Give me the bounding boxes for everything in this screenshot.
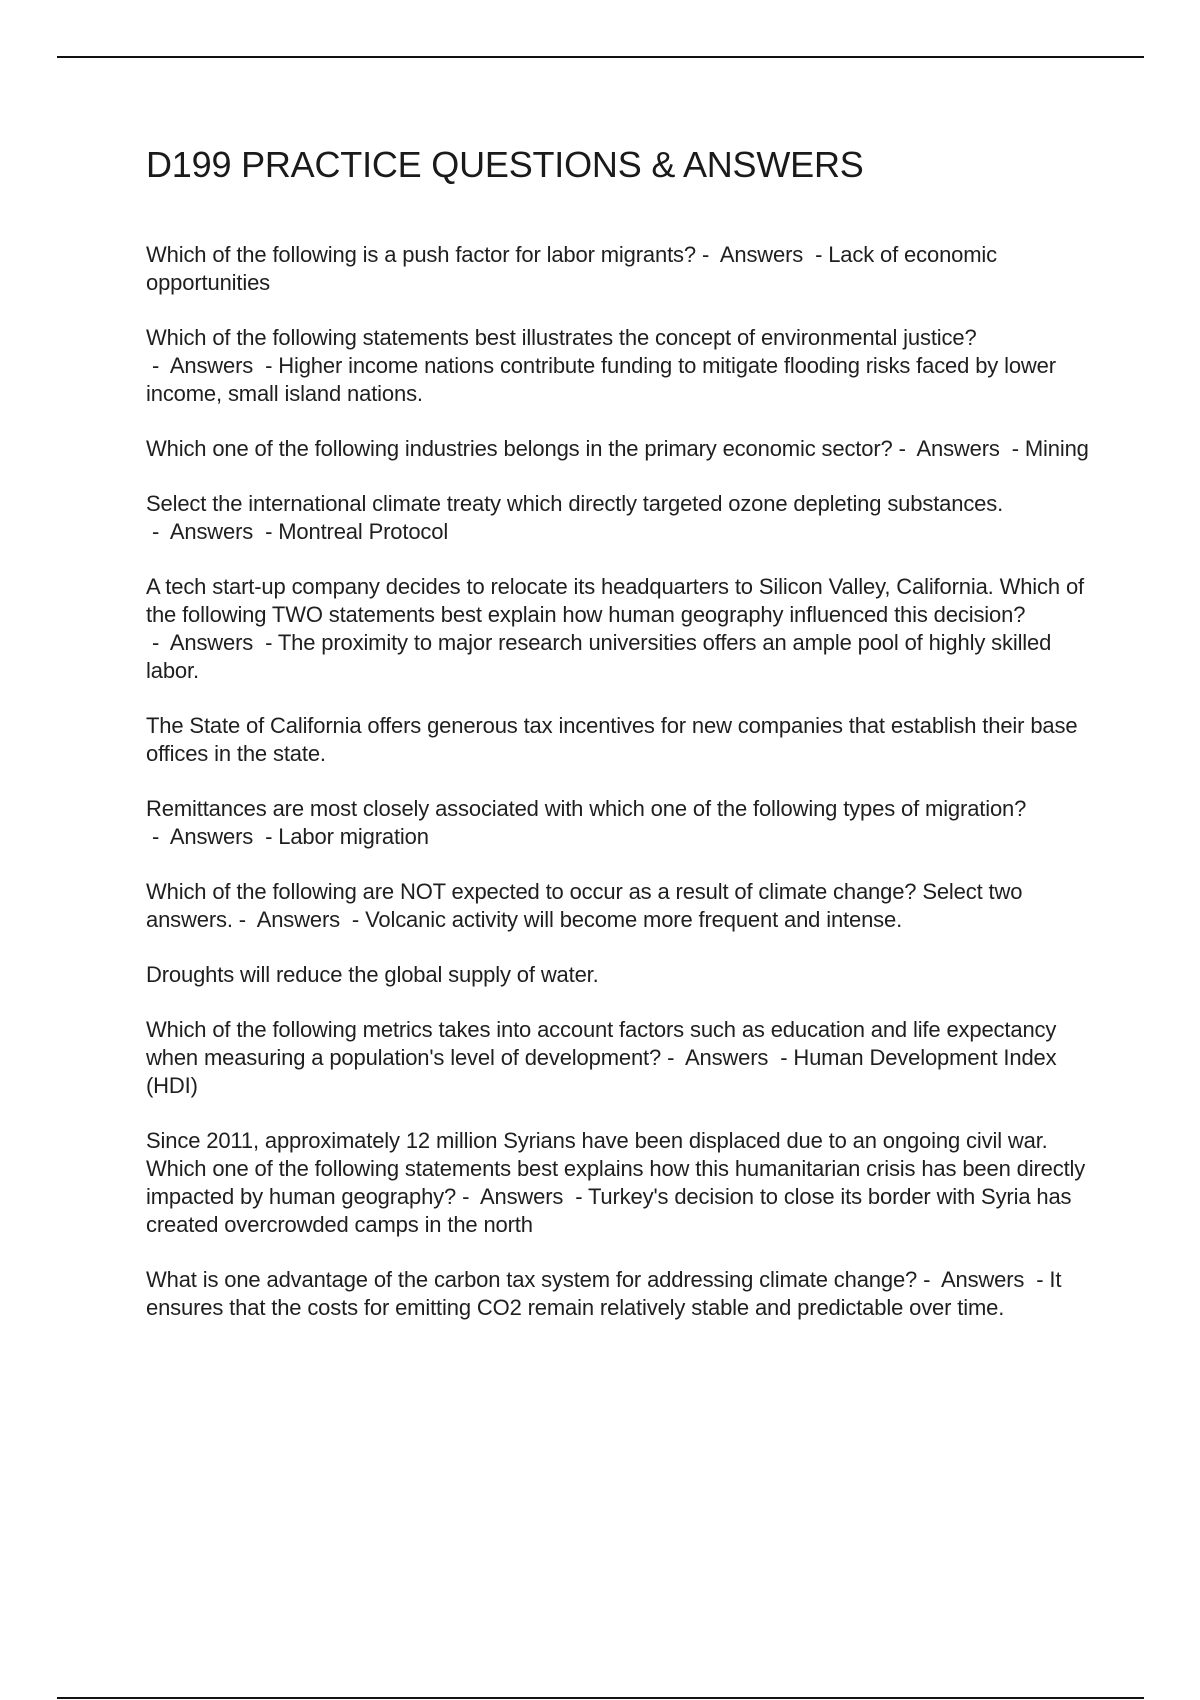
answer-separator: - Answers - [232, 907, 366, 932]
answer-separator: - Answers - [146, 630, 278, 655]
question-text: Which one of the following industries belongs in the primary economic sector? [146, 436, 893, 461]
qa-item [146, 241, 1096, 297]
answer-separator: - Answers - [146, 824, 279, 849]
qa-item [146, 490, 1096, 546]
answer-separator: - Answers - [456, 1184, 588, 1209]
question-text: Which of the following are NOT expected to occur as a result of climate change? Select two answers. [146, 879, 1023, 932]
qa-item [146, 795, 1096, 851]
answer-continuation: Droughts will reduce the global supply of water. [146, 962, 599, 987]
answer-text: It ensures that the costs for emitting CO2 remain relatively stable and predictable over time. [146, 1267, 1062, 1320]
answer-text: Montreal Protocol [278, 519, 449, 544]
qa-item [146, 712, 1096, 768]
answer-separator: - Answers - [146, 353, 279, 378]
qa-item [146, 324, 1096, 408]
answer-separator: - Answers - [917, 1267, 1050, 1292]
question-text: Since 2011, approximately 12 million Syrians have been displaced due to an ongoing civil war. Which one of the following statements best explains how this humanitarian crisis has been directly impacted by human geography? [146, 1128, 1086, 1209]
answer-separator: - Answers - [661, 1045, 794, 1070]
qa-item [146, 1016, 1096, 1100]
qa-paragraph [146, 241, 1096, 297]
answer-separator: - Answers - [146, 519, 279, 544]
bottom-rule [57, 1697, 1144, 1699]
answer-text: Turkey's decision to close its border with Syria has created overcrowded camps in the north [146, 1184, 1072, 1237]
answer-text: Mining [1024, 436, 1089, 461]
question-answer-list [146, 241, 1096, 1349]
qa-item [146, 878, 1096, 934]
answer-text: Human Development Index (HDI) [146, 1045, 1057, 1098]
qa-paragraph [146, 878, 1096, 934]
answer-text: Volcanic activity will become more frequent and intense. [365, 907, 903, 932]
qa-paragraph [146, 573, 1096, 685]
answer-text: Labor migration [278, 824, 429, 849]
question-text: What is one advantage of the carbon tax system for addressing climate change? [146, 1267, 918, 1292]
answer-text: Lack of economic opportunities [146, 242, 998, 295]
question-text: Which of the following statements best illustrates the concept of environmental justice? [146, 325, 977, 350]
qa-paragraph [146, 1266, 1096, 1322]
qa-paragraph [146, 435, 1096, 463]
question-text: Select the international climate treaty which directly targeted ozone depleting substances. [146, 491, 1004, 516]
answer-text: The proximity to major research universities offers an ample pool of highly skilled labor. [146, 630, 1052, 683]
qa-item [146, 1266, 1096, 1322]
qa-paragraph [146, 1016, 1096, 1100]
question-text: Which of the following is a push factor for labor migrants? [146, 242, 696, 267]
answer-text: Higher income nations contribute funding to mitigate flooding risks faced by lower income, small island nations. [146, 353, 1056, 406]
answer-continuation: The State of California offers generous tax incentives for new companies that establish their base offices in the state. [146, 713, 1078, 766]
qa-item [146, 1127, 1096, 1239]
qa-item [146, 435, 1096, 463]
question-text: Remittances are most closely associated with which one of the following types of migration? [146, 796, 1027, 821]
qa-paragraph [146, 795, 1096, 851]
qa-item [146, 573, 1096, 685]
top-rule [57, 56, 1144, 58]
question-text: Which of the following metrics takes into account factors such as education and life expectancy when measuring a population's level of development? [146, 1017, 1057, 1070]
answer-separator: - Answers - [695, 242, 829, 267]
question-text: A tech start-up company decides to relocate its headquarters to Silicon Valley, California. Which of the following TWO statements best explain how human geography influenced this decision? [146, 574, 1084, 627]
qa-paragraph [146, 490, 1096, 546]
qa-paragraph [146, 324, 1096, 408]
qa-item [146, 961, 1096, 989]
answer-separator: - Answers - [892, 436, 1025, 461]
qa-paragraph [146, 1127, 1096, 1239]
page-title: D199 PRACTICE QUESTIONS & ANSWERS [146, 144, 864, 185]
